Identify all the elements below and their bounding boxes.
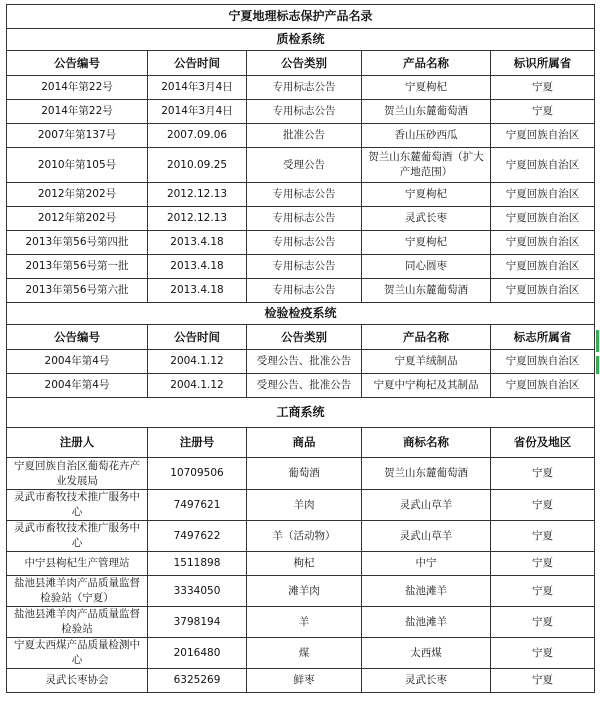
column-header: 商品 <box>247 428 362 458</box>
table-cell: 灵武长枣协会 <box>7 669 148 693</box>
table-cell: 宁夏 <box>491 100 595 124</box>
table-cell: 灵武山草羊 <box>362 490 491 521</box>
table-cell: 专用标志公告 <box>247 279 362 303</box>
table-cell: 批准公告 <box>247 124 362 148</box>
table-cell: 2004.1.12 <box>148 350 247 374</box>
table-cell: 2013.4.18 <box>148 279 247 303</box>
table-cell: 3798194 <box>148 607 247 638</box>
table-cell: 2014年3月4日 <box>148 76 247 100</box>
section-title: 质检系统 <box>7 29 595 51</box>
table-cell: 贺兰山东麓葡萄酒 <box>362 279 491 303</box>
table-cell: 宁夏回族自治区 <box>491 148 595 183</box>
column-header: 公告类别 <box>247 51 362 76</box>
column-header: 公告编号 <box>7 51 148 76</box>
table-cell: 贺兰山东麓葡萄酒 <box>362 458 491 490</box>
table-cell: 灵武长枣 <box>362 669 491 693</box>
table-row <box>7 183 595 207</box>
table-cell: 灵武长枣 <box>362 207 491 231</box>
table-cell: 10709506 <box>148 458 247 490</box>
table-cell: 宁夏 <box>491 638 595 669</box>
table-cell: 宁夏羊绒制品 <box>362 350 491 374</box>
column-header: 公告类别 <box>247 325 362 350</box>
table-cell: 宁夏回族自治区葡萄花卉产业发展局 <box>7 458 148 490</box>
table-cell: 盐池县滩羊肉产品质量监督检验站（宁夏） <box>7 576 148 607</box>
table-cell: 羊（活动物） <box>247 521 362 552</box>
column-header: 商标名称 <box>362 428 491 458</box>
table-row <box>7 521 595 552</box>
table-row <box>7 231 595 255</box>
table-cell: 2004年第4号 <box>7 374 148 398</box>
table-cell: 宁夏回族自治区 <box>491 183 595 207</box>
table-cell: 2013年第56号第四批 <box>7 231 148 255</box>
table-cell: 贺兰山东麓葡萄酒 <box>362 100 491 124</box>
table-cell: 2014年第22号 <box>7 76 148 100</box>
column-header: 注册人 <box>7 428 148 458</box>
table-cell: 受理公告、批准公告 <box>247 374 362 398</box>
table-cell: 灵武市畜牧技术推广服务中心 <box>7 490 148 521</box>
table-cell: 羊肉 <box>247 490 362 521</box>
table-cell: 宁夏中宁枸杞及其制品 <box>362 374 491 398</box>
table-cell: 宁夏枸杞 <box>362 231 491 255</box>
table-cell: 6325269 <box>148 669 247 693</box>
column-header: 省份及地区 <box>491 428 595 458</box>
table-body <box>7 5 595 693</box>
table-cell: 宁夏 <box>491 669 595 693</box>
column-header: 公告编号 <box>7 325 148 350</box>
table-cell: 2016480 <box>148 638 247 669</box>
table-cell: 2014年3月4日 <box>148 100 247 124</box>
column-header: 产品名称 <box>362 51 491 76</box>
table-cell: 太西煤 <box>362 638 491 669</box>
table-row <box>7 100 595 124</box>
table-cell: 葡萄酒 <box>247 458 362 490</box>
table-cell: 7497621 <box>148 490 247 521</box>
table-cell: 宁夏回族自治区 <box>491 231 595 255</box>
selection-marker <box>596 330 599 352</box>
table-cell: 受理公告、批准公告 <box>247 350 362 374</box>
table-cell: 宁夏回族自治区 <box>491 279 595 303</box>
table-cell: 2013年第56号第六批 <box>7 279 148 303</box>
table-cell: 专用标志公告 <box>247 100 362 124</box>
table-row <box>7 458 595 490</box>
table-cell: 羊 <box>247 607 362 638</box>
table-cell: 同心圆枣 <box>362 255 491 279</box>
gi-product-table <box>6 4 595 693</box>
table-row <box>7 148 595 183</box>
table-row <box>7 638 595 669</box>
table-cell: 2004.1.12 <box>148 374 247 398</box>
section-title: 工商系统 <box>7 398 595 428</box>
column-header: 公告时间 <box>148 51 247 76</box>
table-cell: 2010年第105号 <box>7 148 148 183</box>
table-cell: 专用标志公告 <box>247 183 362 207</box>
table-row <box>7 374 595 398</box>
table-cell: 2013年第56号第一批 <box>7 255 148 279</box>
table-row <box>7 279 595 303</box>
table-cell: 宁夏回族自治区 <box>491 255 595 279</box>
table-cell: 宁夏 <box>491 576 595 607</box>
column-header: 公告时间 <box>148 325 247 350</box>
table-cell: 专用标志公告 <box>247 207 362 231</box>
table-cell: 2014年第22号 <box>7 100 148 124</box>
table-row <box>7 350 595 374</box>
table-row <box>7 207 595 231</box>
table-cell: 宁夏枸杞 <box>362 183 491 207</box>
table-cell: 枸杞 <box>247 552 362 576</box>
table-cell: 盐池滩羊 <box>362 576 491 607</box>
column-header: 注册号 <box>148 428 247 458</box>
table-cell: 宁夏回族自治区 <box>491 350 595 374</box>
table-row <box>7 669 595 693</box>
column-header: 标识所属省 <box>491 51 595 76</box>
table-row <box>7 255 595 279</box>
column-header: 标志所属省 <box>491 325 595 350</box>
table-cell: 中宁 <box>362 552 491 576</box>
table-row <box>7 124 595 148</box>
table-cell: 盐池滩羊 <box>362 607 491 638</box>
table-cell: 宁夏 <box>491 76 595 100</box>
table-cell: 2013.4.18 <box>148 231 247 255</box>
table-cell: 宁夏 <box>491 521 595 552</box>
table-cell: 2012年第202号 <box>7 183 148 207</box>
table-cell: 香山压砂西瓜 <box>362 124 491 148</box>
table-cell: 中宁县枸杞生产管理站 <box>7 552 148 576</box>
table-row <box>7 76 595 100</box>
selection-marker <box>596 356 599 374</box>
column-header: 产品名称 <box>362 325 491 350</box>
table-cell: 受理公告 <box>247 148 362 183</box>
table-cell: 宁夏回族自治区 <box>491 124 595 148</box>
table-cell: 2007年第137号 <box>7 124 148 148</box>
table-cell: 2012年第202号 <box>7 207 148 231</box>
table-cell: 宁夏 <box>491 552 595 576</box>
table-cell: 宁夏 <box>491 607 595 638</box>
table-cell: 2012.12.13 <box>148 183 247 207</box>
table-cell: 2012.12.13 <box>148 207 247 231</box>
table-cell: 宁夏回族自治区 <box>491 374 595 398</box>
table-cell: 专用标志公告 <box>247 76 362 100</box>
table-cell: 2010.09.25 <box>148 148 247 183</box>
table-cell: 灵武山草羊 <box>362 521 491 552</box>
table-cell: 盐池县滩羊肉产品质量监督检验站 <box>7 607 148 638</box>
table-cell: 3334050 <box>148 576 247 607</box>
table-row <box>7 552 595 576</box>
table-cell: 宁夏太西煤产品质量检测中心 <box>7 638 148 669</box>
table-cell: 煤 <box>247 638 362 669</box>
table-row <box>7 607 595 638</box>
table-cell: 2007.09.06 <box>148 124 247 148</box>
table-cell: 2013.4.18 <box>148 255 247 279</box>
table-cell: 灵武市畜牧技术推广服务中心 <box>7 521 148 552</box>
table-cell: 宁夏 <box>491 490 595 521</box>
table-cell: 滩羊肉 <box>247 576 362 607</box>
table-cell: 贺兰山东麓葡萄酒（扩大产地范围） <box>362 148 491 183</box>
table-cell: 2004年第4号 <box>7 350 148 374</box>
table-cell: 宁夏枸杞 <box>362 76 491 100</box>
table-cell: 宁夏回族自治区 <box>491 207 595 231</box>
table-cell: 专用标志公告 <box>247 231 362 255</box>
table-row <box>7 490 595 521</box>
table-row <box>7 576 595 607</box>
table-cell: 7497622 <box>148 521 247 552</box>
table-cell: 宁夏 <box>491 458 595 490</box>
table-cell: 鲜枣 <box>247 669 362 693</box>
table-cell: 专用标志公告 <box>247 255 362 279</box>
section-title: 检验检疫系统 <box>7 303 595 325</box>
table-cell: 1511898 <box>148 552 247 576</box>
table-title: 宁夏地理标志保护产品名录 <box>7 5 595 29</box>
